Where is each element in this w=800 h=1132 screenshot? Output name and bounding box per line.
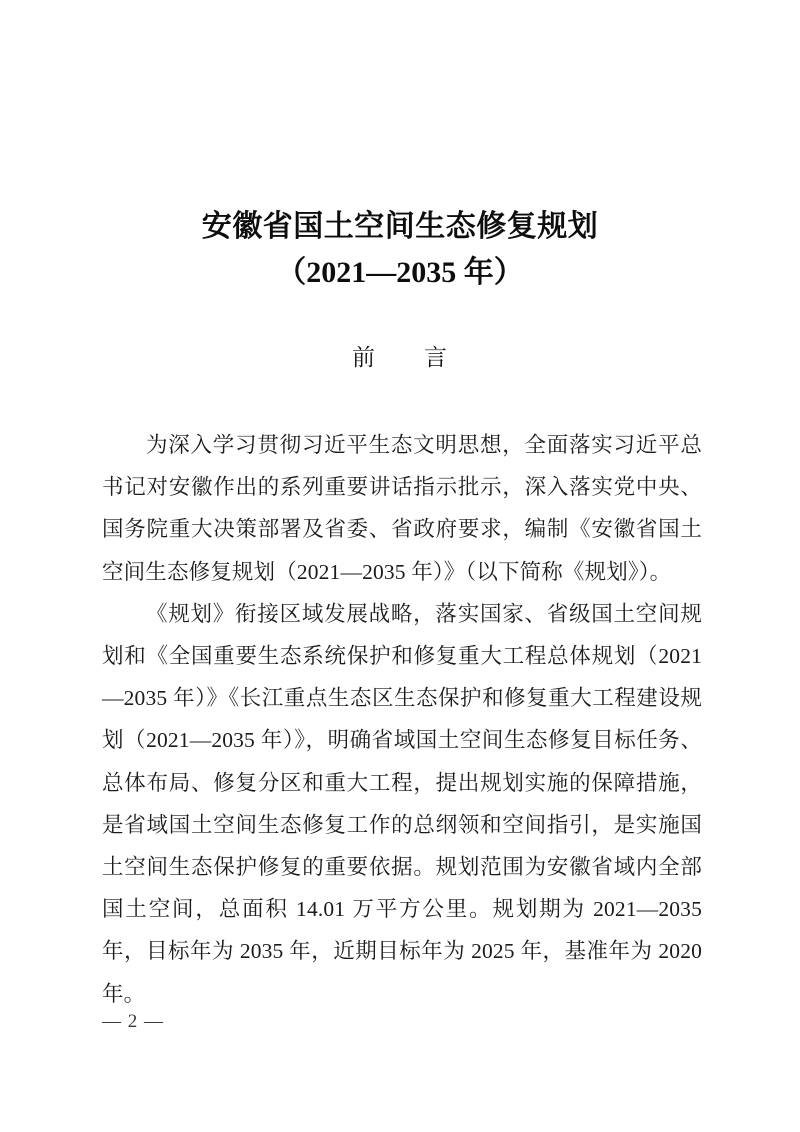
section-heading-preface: 前 言 <box>352 345 448 370</box>
paragraph: 《规划》衔接区域发展战略，落实国家、省级国土空间规划和《全国重要生态系统保护和修复重大工程总体规划（2021—2035 年）》《长江重点生态区生态保护和修复重大工程建设规划（2021—2035 年）》，明确省域国土空间生态修复目标任务、总体布局、修复分区和重大工程，提出规划实施的保障措施，是省域国土空间生态修复工作的总纲领和空间指引，是实施国土空间生态保护修复的重要依据。规划范围为安徽省域内全部国土空间，总面积 14.01 万平方公里。规划期为 2021—2035 年，目标年为 2035 年，近期目标年为 2025 年，基准年为 2020 年。 <box>102 601 702 1006</box>
page-number-footer: — 2 — <box>102 1011 164 1032</box>
body-text <box>102 424 702 1015</box>
page-title <box>0 204 800 296</box>
title-line-main: 安徽省国土空间生态修复规划 <box>201 210 599 243</box>
paragraph: 为深入学习贯彻习近平生态文明思想，全面落实习近平总书记对安徽作出的系列重要讲话指示批示，深入落实党中央、国务院重大决策部署及省委、省政府要求，编制《安徽省国土空间生态修复规划（2021—2035 年）》（以下简称《规划》）。 <box>102 433 702 584</box>
title-line-period: （2021—2035 年） <box>276 256 524 289</box>
